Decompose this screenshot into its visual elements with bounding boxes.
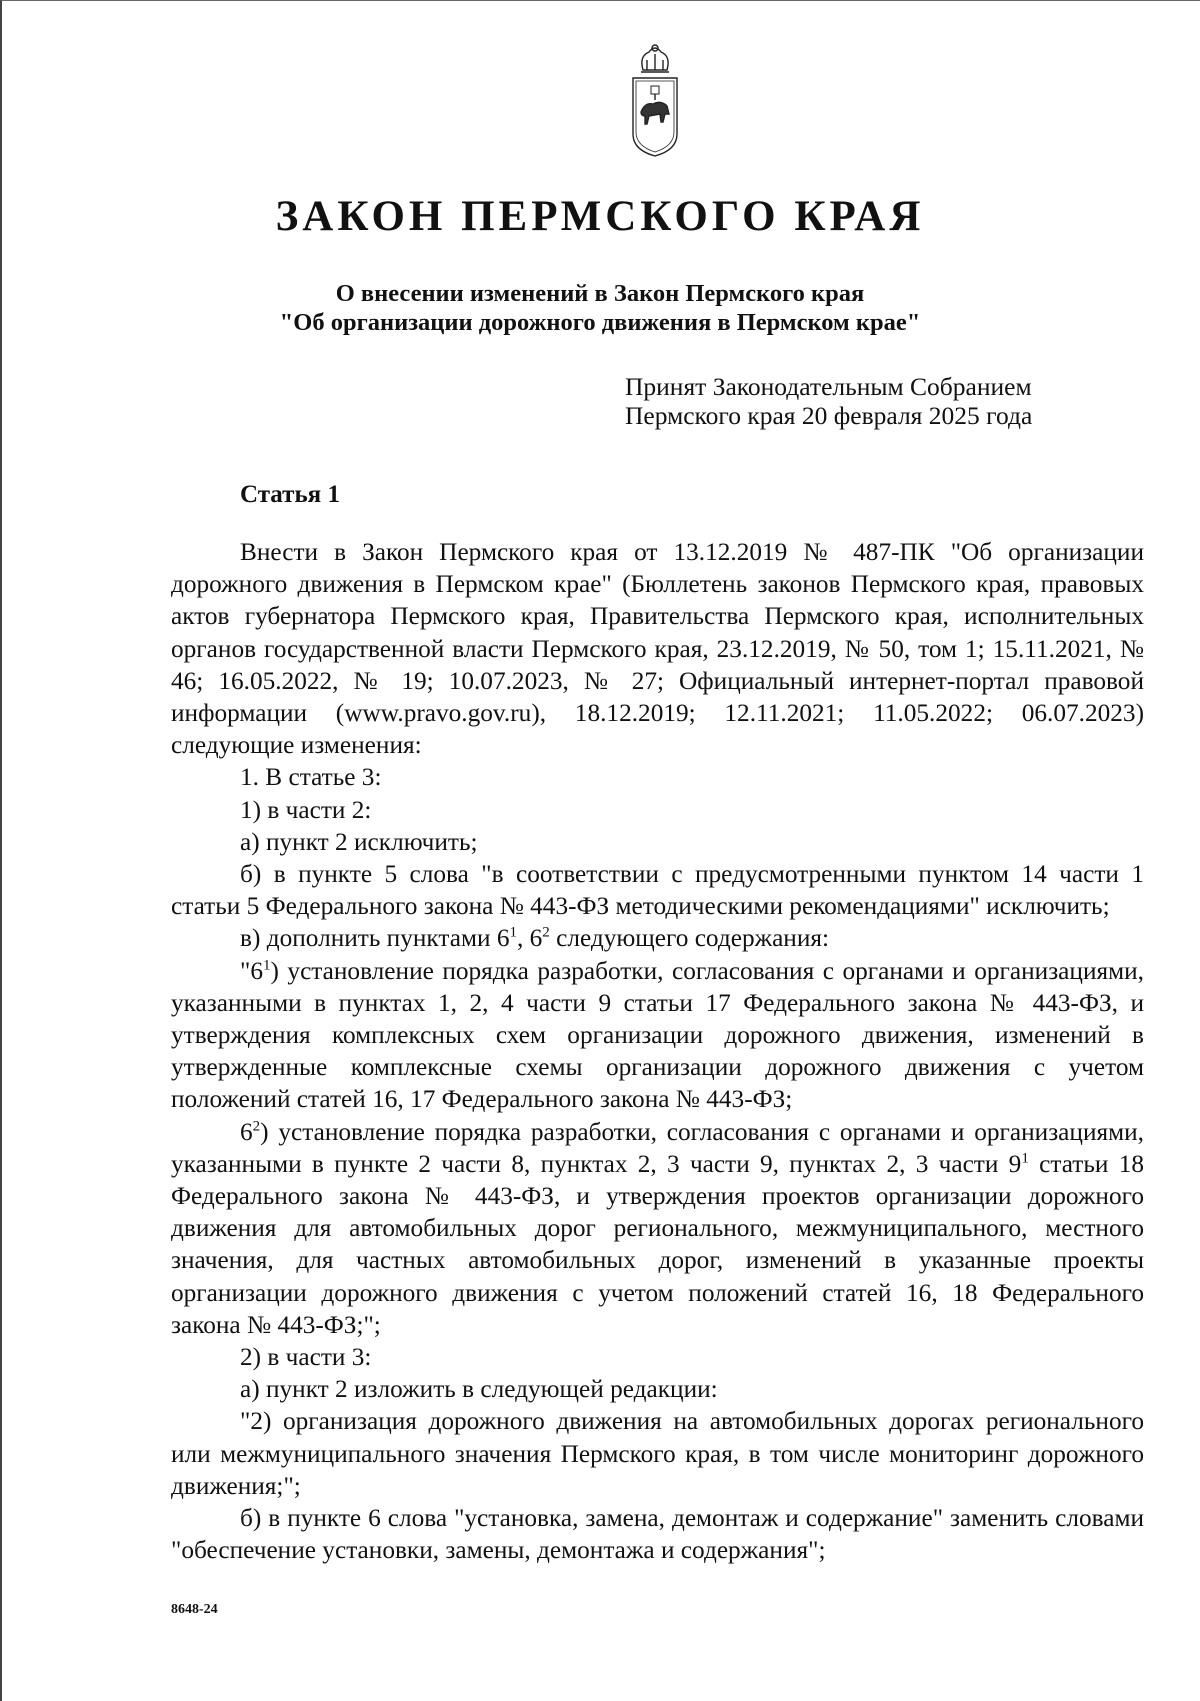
paragraph: а) пункт 2 исключить;	[240, 827, 478, 856]
article-body	[171, 536, 1144, 1567]
paragraph: "2) организация дорожного движения на автомобильных дорогах регионального или межмуниципального значения Пермского края, в том числе мониторинг дорожного движения;";	[171, 1407, 1144, 1500]
coat-of-arms-icon	[627, 42, 683, 160]
text-run: ) установление порядка разработки, согласования с органами и организациями, указанными в пункте 2 части 8, пунктах 2, 3 части 9, пунктах 2, 3 части 9	[171, 1117, 1144, 1178]
text-run: статьи 18 Федерального закона № 443-ФЗ, и утверждения проектов организации дорожного движения для автомобильных дорог регионального, межмуниципального, местного значения, для частных автомобильных дорог, изменений в указанные проекты организации дорожного движения с учетом положений статей 16, 18 Федерального закона № 443-ФЗ;";	[171, 1149, 1144, 1339]
paragraph	[171, 922, 1144, 954]
superscript: 2	[252, 1118, 261, 1135]
article-heading: Статья 1	[240, 481, 340, 508]
text-run: в) дополнить пунктами 6	[240, 924, 510, 953]
adoption-line: Пермского края 20 февраля 2025 года	[625, 401, 1033, 430]
paragraph: б) в пункте 5 слова "в соответствии с предусмотренными пунктом 14 части 1 статьи 5 Федерального закона № 443-ФЗ методическими рекомендациями" исключить;	[171, 860, 1144, 921]
superscript: 2	[542, 925, 550, 942]
superscript: 1	[509, 925, 517, 942]
text-run: ) установление порядка разработки, согласования с органами и организациями, указанными в пунктах 1, 2, 4 части 9 статьи 17 Федерального закона № 443-ФЗ, и утверждения комплексных схем организации дорожного движения, изменений в утвержденные комплексные схемы организации дорожного движения с учетом положений статей 16, 17 Федерального закона № 443-ФЗ;	[171, 956, 1144, 1114]
subtitle-line: О внесении изменений в Закон Пермского края	[335, 280, 865, 307]
superscript: 1	[1021, 1150, 1029, 1167]
paragraph: а) пункт 2 изложить в следующей редакции:	[240, 1375, 718, 1404]
paragraph: 1. В статье 3:	[240, 763, 382, 792]
text-run: "6	[240, 956, 263, 985]
document-title: ЗАКОН ПЕРМСКОГО КРАЯ	[275, 193, 925, 240]
paragraph	[171, 1116, 1144, 1341]
adoption-note	[625, 372, 1032, 430]
text-run: , 6	[516, 924, 543, 953]
superscript: 1	[262, 957, 271, 974]
paragraph-intro: Внести в Закон Пермского края от 13.12.2019 № 487-ПК "Об организации дорожного движения в Пермском крае" (Бюллетень законов Пермского края, правовых актов губернатора Пермского края, Правительства Пермского края, исполнительных органов государственной власти Пермского края, 23.12.2019, № 50, том 1; 15.11.2021, № 46; 16.05.2022, № 19; 10.07.2023, № 27; Официальный интернет-портал правовой информации (www.pravo.gov.ru), 18.12.2019; 12.11.2021; 11.05.2022; 06.07.2023) следующие изменения:	[171, 538, 1144, 760]
paragraph: 1) в части 2:	[240, 795, 372, 824]
paragraph	[171, 955, 1144, 1116]
text-run: следующего содержания:	[549, 924, 830, 953]
text-run: 6	[240, 1117, 253, 1146]
paragraph: 2) в части 3:	[240, 1343, 372, 1372]
adoption-line: Принят Законодательным Собранием	[625, 372, 1032, 401]
paragraph: б) в пункте 6 слова "установка, замена, демонтаж и содержание" заменить словами "обеспечение установки, замены, демонтажа и содержания";	[171, 1504, 1144, 1565]
subtitle-line: "Об организации дорожного движения в Пермском крае"	[279, 309, 921, 336]
document-number: 8648-24	[171, 1602, 218, 1617]
document-subtitle	[0, 279, 1200, 337]
